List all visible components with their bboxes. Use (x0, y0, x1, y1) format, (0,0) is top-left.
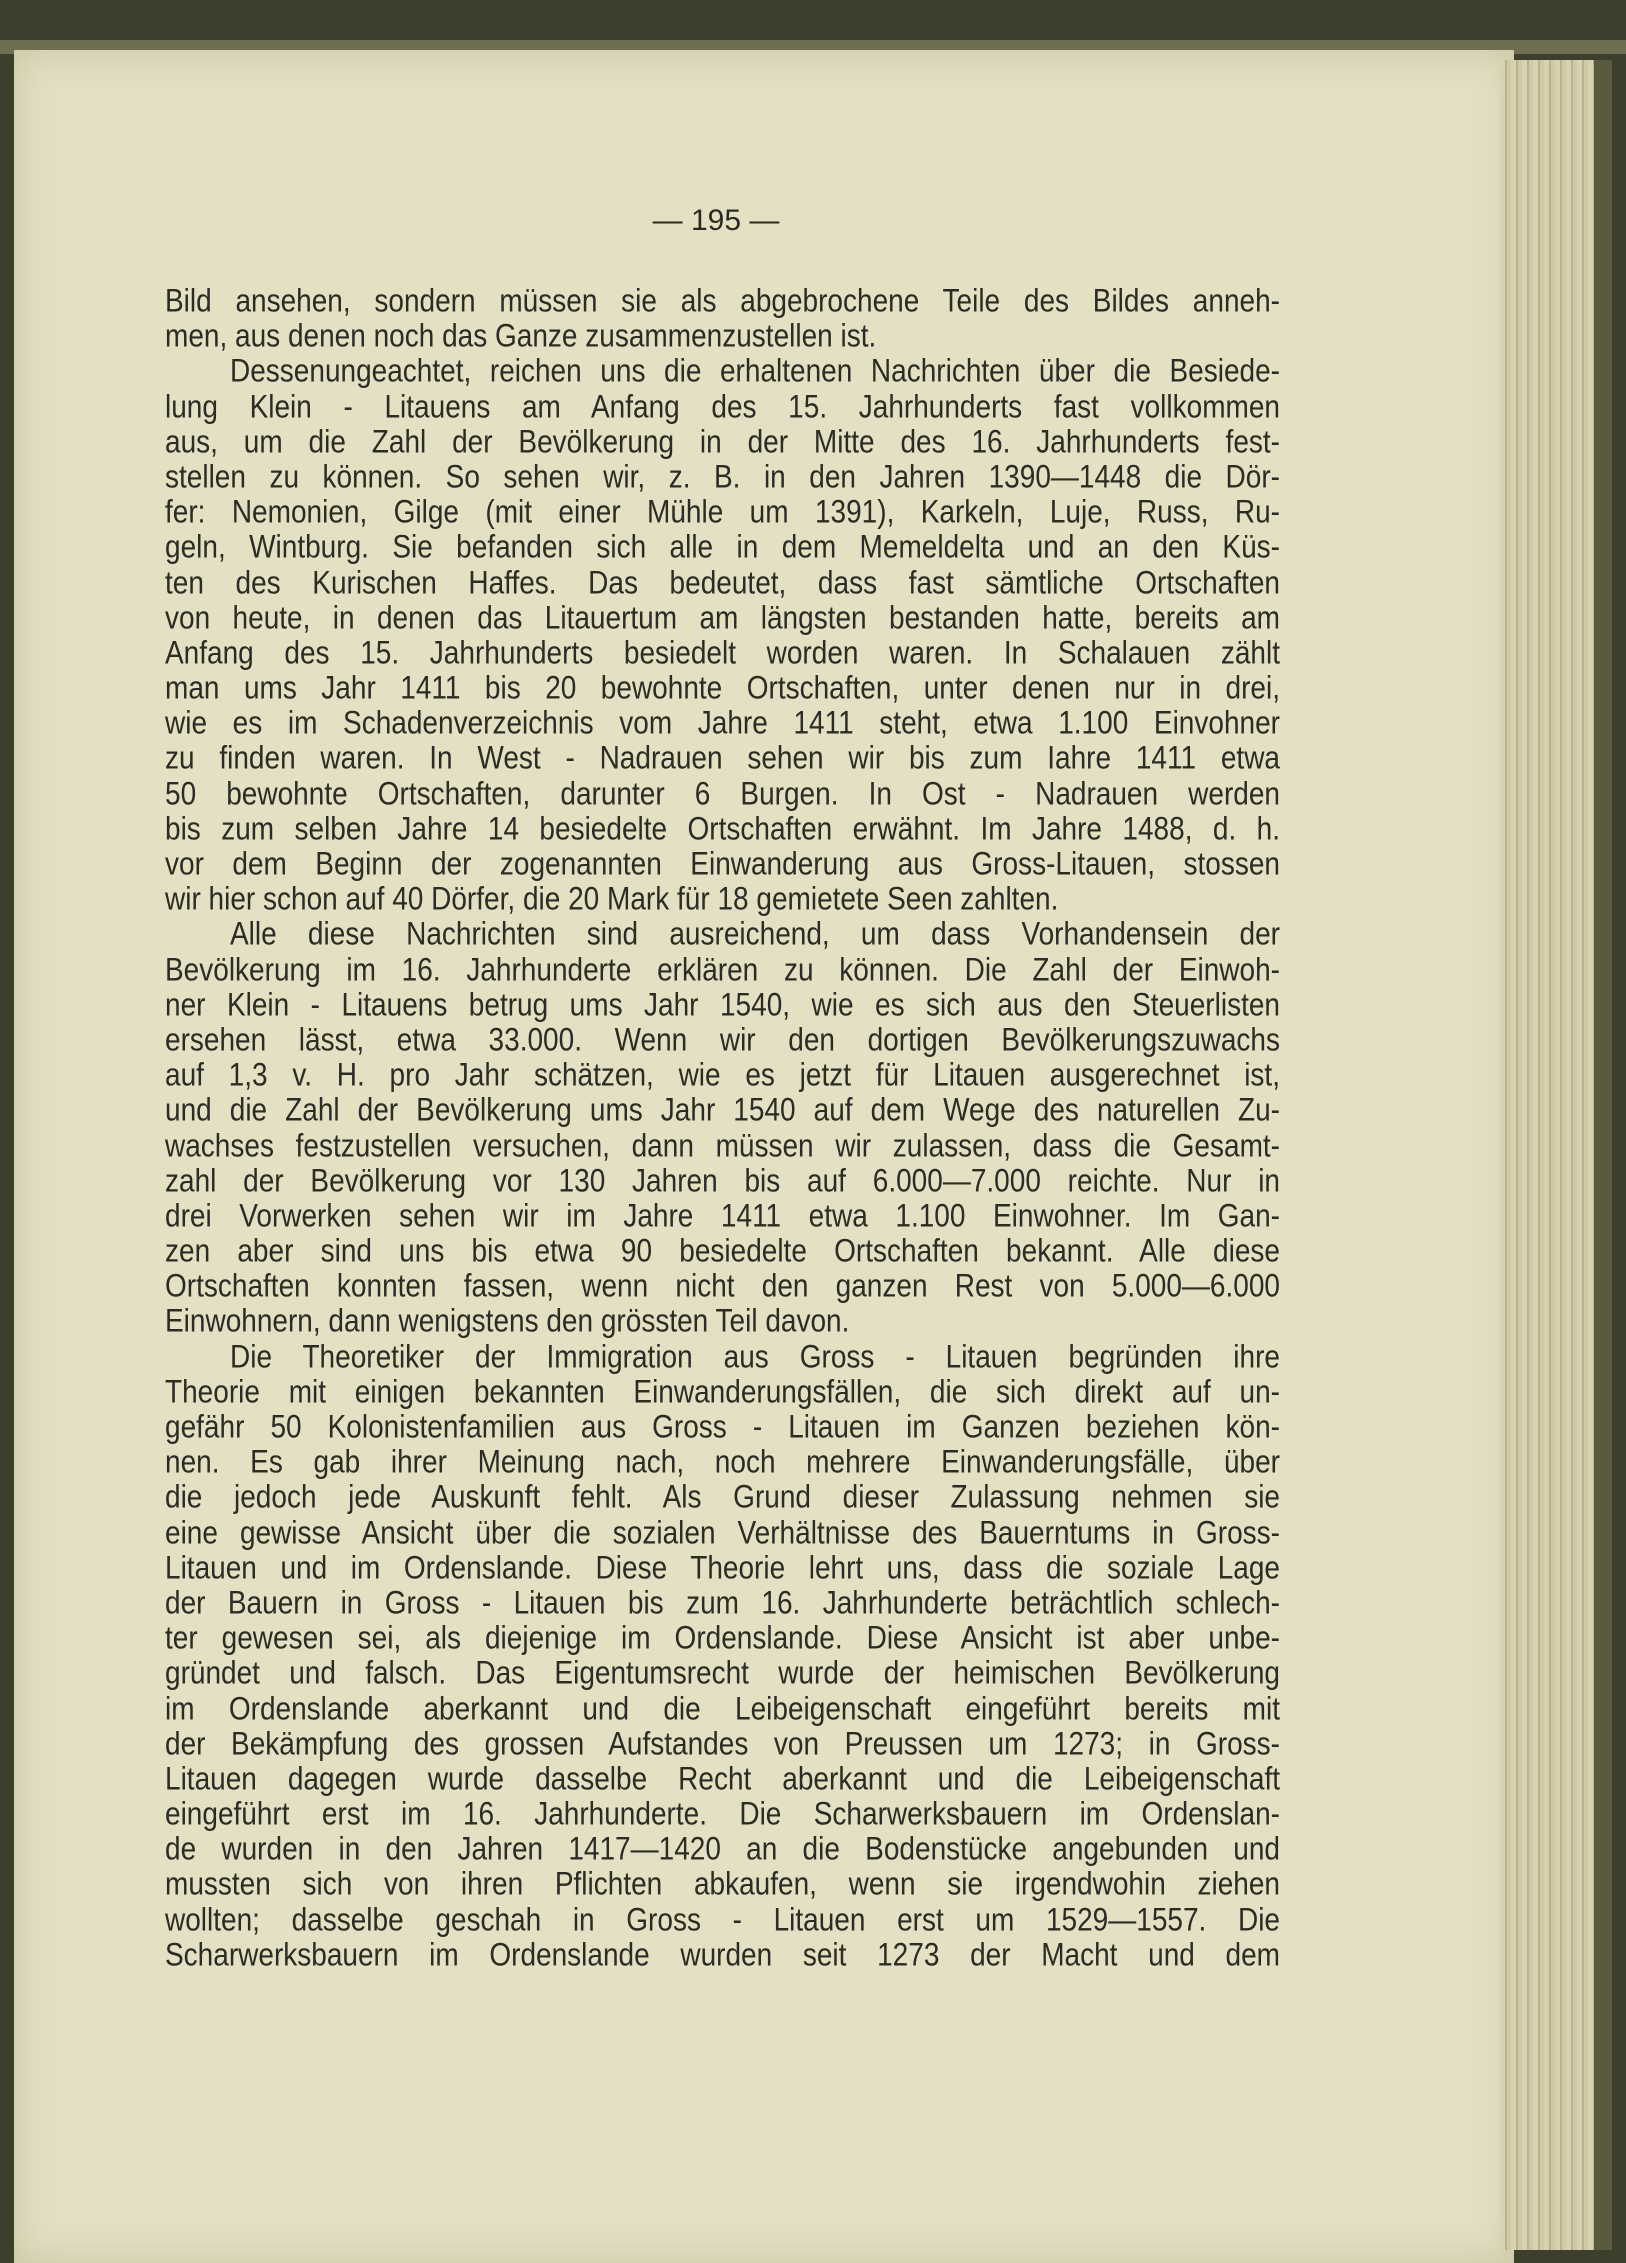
text-line: 50 bewohnte Ortschaften, darunter 6 Burgen. In Ost - Nadrauen werden (165, 775, 1280, 811)
text-line: Theorie mit einigen bekannten Einwanderungsfällen, die sich direkt auf un- (165, 1373, 1280, 1410)
text-line: vor dem Beginn der zogenannten Einwanderung aus Gross-Litauen, stossen (165, 845, 1280, 882)
body-text (165, 283, 1280, 1972)
text-line: eine gewisse Ansicht über die sozialen Verhältnisse des Bauerntums in Gross- (165, 1514, 1280, 1550)
text-line: wollten; dasselbe geschah in Gross - Litauen erst um 1529—1557. Die (165, 1901, 1280, 1937)
text-line: Bevölkerung im 16. Jahrhunderte erklären zu können. Die Zahl der Einwoh- (165, 951, 1280, 987)
page-edges (1500, 60, 1600, 2250)
text-line: auf 1,3 v. H. pro Jahr schätzen, wie es jetzt für Litauen ausgerechnet ist, (165, 1056, 1280, 1093)
text-line: gründet und falsch. Das Eigentumsrecht wurde der heimischen Bevölkerung (165, 1654, 1280, 1691)
text-line: lung Klein - Litauens am Anfang des 15. Jahrhunderts fast vollkommen (165, 388, 1280, 424)
text-line: die jedoch jede Auskunft fehlt. Als Grund dieser Zulassung nehmen sie (165, 1479, 1280, 1515)
text-line: von heute, in denen das Litauertum am längsten bestanden hatte, bereits am (165, 599, 1280, 635)
text-line: ner Klein - Litauens betrug ums Jahr 1540, wie es sich aus den Steuerlisten (165, 986, 1280, 1023)
text-line: geln, Wintburg. Sie befanden sich alle in dem Memeldelta und an den Küs- (165, 528, 1280, 565)
text-line: Scharwerksbauern im Ordenslande wurden seit 1273 der Macht und dem (165, 1936, 1280, 1973)
text-line: man ums Jahr 1411 bis 20 bewohnte Ortschaften, unter denen nur in drei, (165, 669, 1280, 706)
text-line: Litauen dagegen wurde dasselbe Recht aberkannt und die Leibeigenschaft (165, 1760, 1280, 1797)
text-line: zahl der Bevölkerung vor 130 Jahren bis auf 6.000—7.000 reichte. Nur in (165, 1162, 1280, 1198)
text-line: ter gewesen sei, als diejenige im Ordenslande. Diese Ansicht ist aber unbe- (165, 1619, 1280, 1656)
text-line: gefähr 50 Kolonistenfamilien aus Gross - Litauen im Ganzen beziehen kön- (165, 1408, 1280, 1445)
text-line: Alle diese Nachrichten sind ausreichend, um dass Vorhandensein der (230, 916, 1280, 952)
text-line: wir hier schon auf 40 Dörfer, die 20 Mark für 18 gemietete Seen zahlten. (165, 880, 1059, 917)
text-line: wachses festzustellen versuchen, dann müssen wir zulassen, dass die Gesamt- (165, 1127, 1280, 1163)
text-line: eingeführt erst im 16. Jahrhunderte. Die Scharwerksbauern im Ordenslan- (165, 1795, 1280, 1832)
text-line: Ortschaften konnten fassen, wenn nicht den ganzen Rest von 5.000—6.000 (165, 1267, 1280, 1304)
text-line: de wurden in den Jahren 1417—1420 an die Bodenstücke angebunden und (165, 1830, 1280, 1867)
text-line: Die Theoretiker der Immigration aus Gross - Litauen begründen ihre (230, 1338, 1280, 1374)
text-line: und die Zahl der Bevölkerung ums Jahr 1540 auf dem Wege des naturellen Zu- (165, 1091, 1280, 1128)
text-line: Anfang des 15. Jahrhunderts besiedelt worden waren. In Schalauen zählt (165, 634, 1280, 671)
text-line: men, aus denen noch das Ganze zusammenzustellen ist. (165, 317, 877, 354)
text-line: zen aber sind uns bis etwa 90 besiedelte Ortschaften bekannt. Alle diese (165, 1232, 1280, 1269)
text-line: zu finden waren. In West - Nadrauen sehen wir bis zum Iahre 1411 etwa (165, 740, 1280, 776)
text-line: ten des Kurischen Haffes. Das bedeutet, dass fast sämtliche Ortschaften (165, 564, 1280, 600)
text-line: fer: Nemonien, Gilge (mit einer Mühle um 1391), Karkeln, Luje, Russ, Ru- (165, 493, 1280, 530)
text-line: drei Vorwerken sehen wir im Jahre 1411 etwa 1.100 Einwohner. Im Gan- (165, 1197, 1280, 1234)
text-line: nen. Es gab ihrer Meinung nach, noch mehrere Einwanderungsfälle, über (165, 1443, 1280, 1480)
text-line: der Bekämpfung des grossen Aufstandes von Preussen um 1273; in Gross- (165, 1725, 1280, 1761)
page-number: — 195 — (652, 204, 780, 237)
text-line: im Ordenslande aberkannt und die Leibeigenschaft eingeführt bereits mit (165, 1690, 1280, 1726)
text-line: Litauen und im Ordenslande. Diese Theorie lehrt uns, dass die soziale Lage (165, 1549, 1280, 1586)
text-line: Dessenungeachtet, reichen uns die erhaltenen Nachrichten über die Besiede- (230, 353, 1280, 389)
text-line: Bild ansehen, sondern müssen sie als abgebrochene Teile des Bildes anneh- (165, 282, 1280, 319)
text-line: bis zum selben Jahre 14 besiedelte Ortschaften erwähnt. Im Jahre 1488, d. h. (165, 810, 1280, 847)
text-line: aus, um die Zahl der Bevölkerung in der Mitte des 16. Jahrhunderts fest- (165, 423, 1280, 460)
text-line: ersehen lässt, etwa 33.000. Wenn wir den dortigen Bevölkerungszuwachs (165, 1021, 1280, 1058)
text-line: wie es im Schadenverzeichnis vom Jahre 1411 steht, etwa 1.100 Einvohner (165, 704, 1280, 741)
text-line: mussten sich von ihren Pflichten abkaufen, wenn sie irgendwohin ziehen (165, 1866, 1280, 1902)
text-line: Einwohnern, dann wenigstens den grössten Teil davon. (165, 1303, 850, 1339)
text-line: stellen zu können. So sehen wir, z. B. in den Jahren 1390—1448 die Dör- (165, 458, 1280, 495)
text-line: der Bauern in Gross - Litauen bis zum 16. Jahrhunderte beträchtlich schlech- (165, 1584, 1280, 1621)
